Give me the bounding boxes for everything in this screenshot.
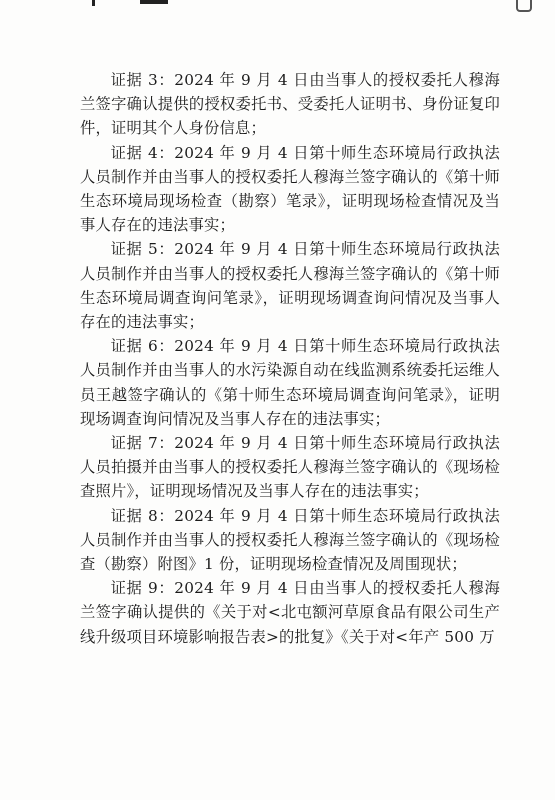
evidence-paragraph-6: 证据 6：2024 年 9 月 4 日第十师生态环境局行政执法人员制作并由当事人的水污染源自动在线监测系统委托运维人员王越签字确认的《第十师生态环境局调查询问笔录》，证明现场调查询问情况及当事人存在的违法事实；: [80, 337, 500, 428]
evidence-paragraph-7: 证据 7：2024 年 9 月 4 日第十师生态环境局行政执法人员拍摄并由当事人的授权委托人穆海兰签字确认的《现场检查照片》，证明现场情况及当事人存在的违法事实；: [80, 434, 500, 501]
evidence-paragraph-8: 证据 8：2024 年 9 月 4 日第十师生态环境局行政执法人员制作并由当事人的授权委托人穆海兰签字确认的《现场检查（勘察）附图》1 份，证明现场检查情况及周围现状；: [80, 506, 500, 574]
evidence-paragraph-4: 证据 4：2024 年 9 月 4 日第十师生态环境局行政执法人员制作并由当事人的授权委托人穆海兰签字确认的《第十师生态环境局现场检查（勘察）笔录》，证明现场检查情况及当事人存在的违法事实；: [80, 143, 500, 235]
scan-mark: [92, 0, 95, 6]
scan-mark: [140, 0, 168, 4]
document-body: [80, 68, 500, 649]
scan-edge-marks: [0, 0, 555, 12]
scan-mark: [516, 0, 532, 12]
evidence-paragraph-9: 证据 9：2024 年 9 月 4 日由当事人的授权委托人穆海兰签字确认提供的《关于对<北屯额河草原食品有限公司生产线升级项目环境影响报告表>的批复》《关于对<年产 500 万: [80, 579, 500, 646]
evidence-paragraph-5: 证据 5：2024 年 9 月 4 日第十师生态环境局行政执法人员制作并由当事人的授权委托人穆海兰签字确认的《第十师生态环境局调查询问笔录》，证明现场调查询问情况及当事人存在的违法事实；: [80, 240, 500, 332]
evidence-paragraph-3: 证据 3：2024 年 9 月 4 日由当事人的授权委托人穆海兰签字确认提供的授权委托书、受委托人证明书、身份证复印件，证明其个人身份信息；: [80, 71, 500, 138]
